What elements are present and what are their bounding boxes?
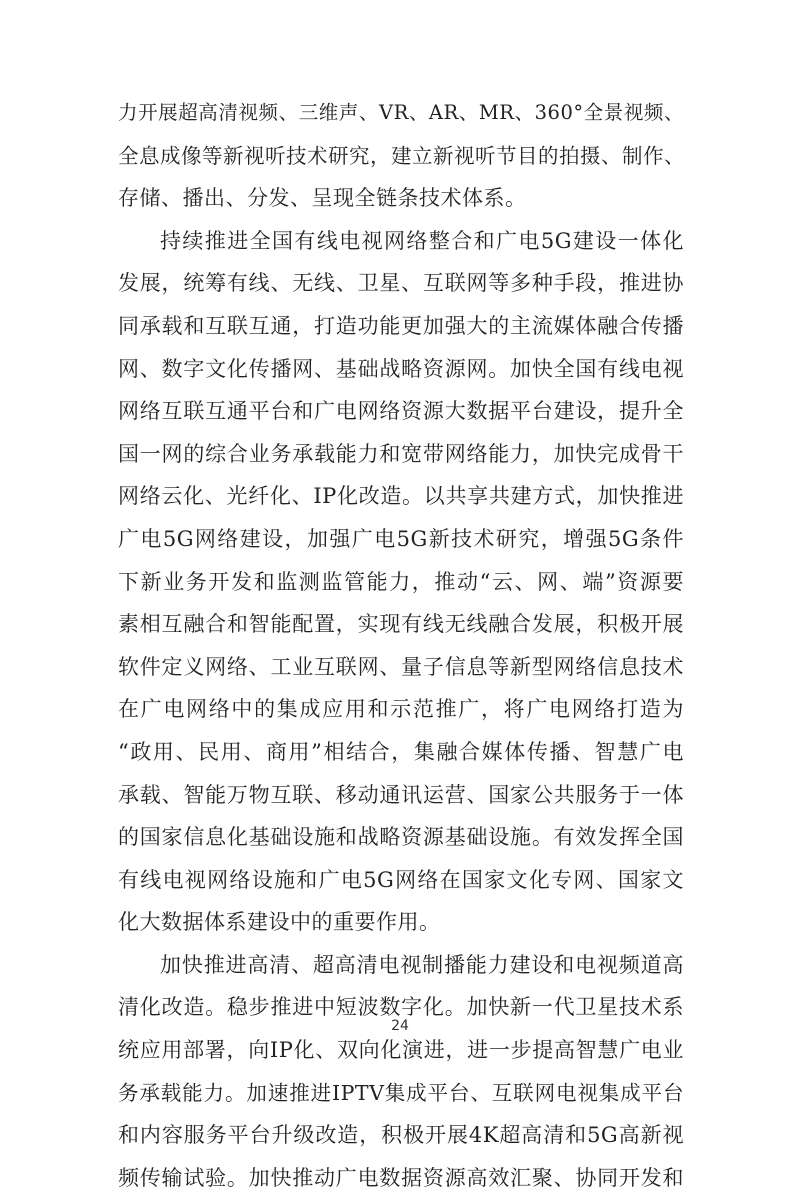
page-number: 24	[391, 1018, 409, 1034]
text-line: 全息成像等新视听技术研究，建立新视听节目的拍摄、制作、	[118, 143, 685, 168]
text-line: 化大数据体系建设中的重要作用。	[118, 910, 441, 935]
text-line: 持续推进全国有线电视网络整合和广电5G建设一体化	[160, 228, 684, 253]
text-line: 在广电网络中的集成应用和示范推广，将广电网络打造为	[118, 697, 684, 722]
text-line: 有线电视网络设施和广电5G网络在国家文化专网、国家文	[118, 867, 684, 892]
text-line: 软件定义网络、工业互联网、量子信息等新型网络信息技术	[118, 654, 684, 679]
text-line: 网络互联互通平台和广电网络资源大数据平台建设，提升全	[118, 399, 684, 424]
text-line: 下新业务开发和监测监管能力，推动“云、网、端”资源要	[118, 569, 684, 594]
text-line: 务承载能力。加速推进IPTV集成平台、互联网电视集成平台	[118, 1080, 684, 1105]
text-line: 承载、智能万物互联、移动通讯运营、国家公共服务于一体	[118, 782, 684, 807]
text-line: 清化改造。稳步推进中短波数字化。加快新一代卫星技术系	[118, 995, 684, 1020]
text-line: 网络云化、光纤化、IP化改造。以共享共建方式，加快推进	[118, 484, 684, 509]
text-line: 存储、播出、分发、呈现全链条技术体系。	[118, 186, 527, 211]
text-line: 广电5G网络建设，加强广电5G新技术研究，增强5G条件	[118, 526, 684, 551]
text-line: 力开展超高清视频、三维声、VR、AR、MR、360°全景视频、	[118, 101, 684, 124]
text-line: 频传输试验。加快推动广电数据资源高效汇聚、协同开发和	[118, 1165, 684, 1190]
text-line: 素相互融合和智能配置，实现有线无线融合发展，积极开展	[118, 612, 684, 637]
text-line: 国一网的综合业务承载能力和宽带网络能力，加快完成骨干	[118, 441, 684, 466]
text-line: 网、数字文化传播网、基础战略资源网。加快全国有线电视	[118, 356, 684, 381]
text-line: 发展，统筹有线、无线、卫星、互联网等多种手段，推进协	[118, 271, 684, 296]
text-line: 的国家信息化基础设施和战略资源基础设施。有效发挥全国	[118, 825, 684, 850]
text-line: “政用、民用、商用”相结合，集融合媒体传播、智慧广电	[118, 739, 684, 764]
text-line: 加快推进高清、超高清电视制播能力建设和电视频道高	[160, 952, 684, 977]
text-line: 统应用部署，向IP化、双向化演进，进一步提高智慧广电业	[118, 1038, 684, 1063]
text-line: 同承载和互联互通，打造功能更加强大的主流媒体融合传播	[118, 313, 684, 338]
text-line: 和内容服务平台升级改造，积极开展4K超高清和5G高新视	[118, 1123, 684, 1148]
